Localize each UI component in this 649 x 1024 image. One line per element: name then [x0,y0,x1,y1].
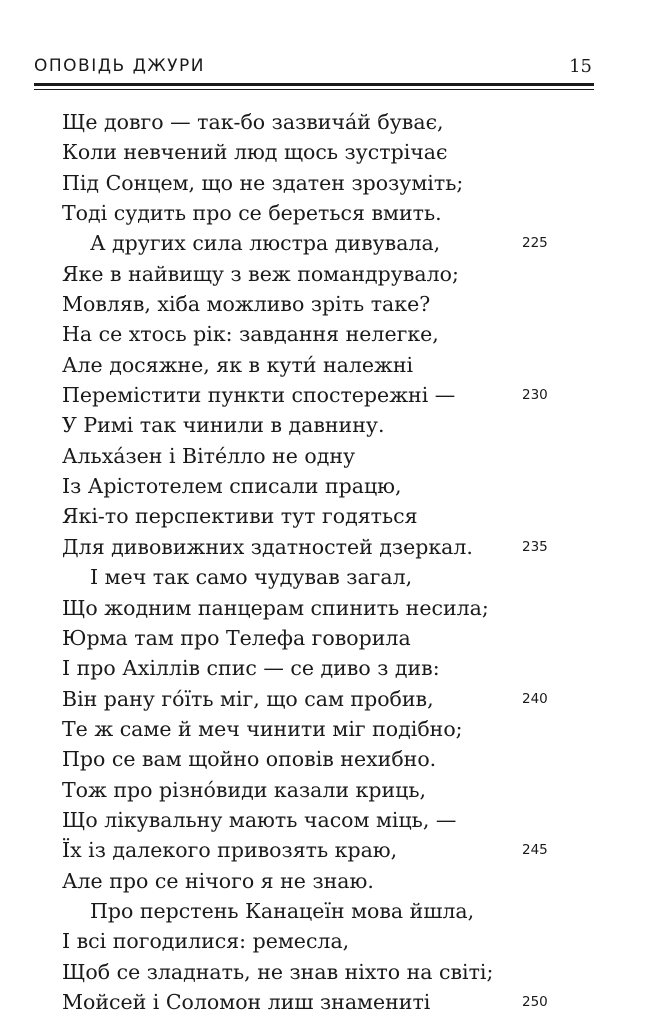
verse-text: Тож про різно́види казали криць, [62,777,427,802]
verse-line [62,380,602,410]
verse-text: Їх із далекого привозять краю, [62,838,398,863]
verse-line [62,866,602,896]
verse-text: Але досяжне, як в кути́ належні [62,352,414,377]
line-number: 245 [522,842,548,859]
verse-text: Для дивовижних здатностей дзеркал. [62,534,473,559]
verse-line [62,744,602,774]
verse-line [62,501,602,531]
verse-line [62,775,602,805]
verse-line [62,653,602,683]
verse-text: Під Сонцем, що не здатен зрозуміть; [62,170,464,195]
verse-text: А других сила люстра дивувала, [90,231,441,256]
verse-text: Він рану го́їть міг, що сам пробив, [62,686,434,711]
verse-text: І меч так само чудував загал, [90,565,413,590]
verse-text: На се хтось рік: завдання нелегке, [62,322,439,347]
verse-text: Щоб се зладнать, не знав ніхто на світі; [62,959,494,984]
verse-line [62,198,602,228]
header-rule-thin [34,89,594,90]
verse-text: Тоді судить про се береться вмить. [62,201,442,226]
verse-line [62,350,602,380]
verse-text: Про перстень Канацеїн мова йшла, [90,898,475,923]
verse-line [62,319,602,349]
line-number: 250 [522,993,548,1010]
verse-line [62,714,602,744]
verse-text: І всі погодилися: ремесла, [62,929,350,954]
verse-text: Що жодним панцерам спинить несила; [62,595,489,620]
line-number: 235 [522,538,548,555]
verse-line [62,926,602,956]
running-title: ОПОВІДЬ ДЖУРИ [34,56,205,76]
verse-text: Що лікувальну мають часом міць, — [62,807,457,832]
verse-line [62,623,602,653]
verse-line [62,805,602,835]
verse-line [62,896,602,926]
verse-text: У Римі так чинили в давнину. [62,413,385,438]
verse-line [62,957,602,987]
verse-text: Із Арістотелем списали працю, [62,474,402,499]
line-number: 230 [522,387,548,404]
verse-text: Мовляв, хіба можливо зріть таке? [62,292,431,317]
verse-text: Про се вам щойно оповів нехибно. [62,747,437,772]
verse-text: Те ж саме й меч чинити міг подібно; [62,716,463,741]
verse-line [62,471,602,501]
verse-text: Коли невчений люд щось зустрічає [62,140,448,165]
verse-text: Мойсей і Соломон лиш знамениті [62,989,431,1014]
verse-text: І про Ахіллів спис — се диво з див: [62,656,440,681]
verse-line [62,987,602,1017]
verse-text: Які-то перспективи тут годяться [62,504,418,529]
verse-line [62,228,602,258]
verse-text: Ще довго — так-бо зазвича́й буває, [62,110,444,134]
page-number: 15 [569,56,592,77]
verse-text: Але про се нічого я не знаю. [62,868,374,893]
verse-line [62,532,602,562]
page-header [34,52,594,82]
verse-line [62,441,602,471]
verse-text: Яке в найвищу з веж помандрувало; [62,261,459,286]
verse-line [62,684,602,714]
verse-line [62,593,602,623]
header-rule-thick [34,83,594,86]
verse-text: Перемістити пункти спостережні — [62,383,456,408]
verse-line [62,259,602,289]
verse-line [62,562,602,592]
verse-line [62,107,602,137]
verse-line [62,137,602,167]
verse-line [62,410,602,440]
verse-text: Юрма там про Телефа говорила [62,625,411,650]
verse-text: Альха́зен і Віте́лло не одну [62,443,356,468]
verse-line [62,168,602,198]
line-number: 240 [522,690,548,707]
poem-text [62,107,602,1017]
line-number: 225 [522,235,548,252]
verse-line [62,289,602,319]
verse-line [62,835,602,865]
